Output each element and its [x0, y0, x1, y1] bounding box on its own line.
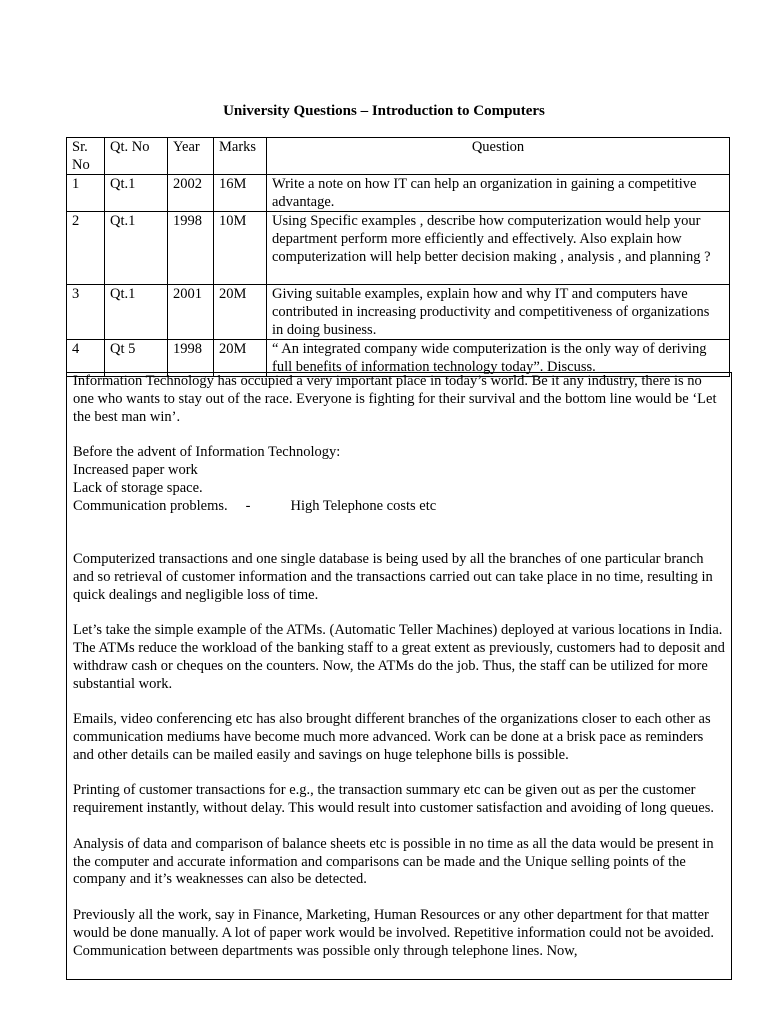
- page-title: University Questions – Introduction to Computers: [223, 103, 545, 119]
- before-item-row: [73, 498, 725, 516]
- header-marks: Marks: [214, 138, 267, 175]
- cell-qt: Qt 5: [105, 340, 168, 377]
- cell-qt: Qt.1: [105, 212, 168, 285]
- para-transactions: Computerized transactions and one single database is being used by all the branches of one particular branch and so retrieval of customer information and the transactions carried out can take place in no time, resulting in quick dealings and negligible loss of time.: [73, 550, 713, 603]
- answer-box: [66, 372, 732, 980]
- para-emails: Emails, video conferencing etc has also brought different branches of the organizations closer to each other as communication mediums have become much more advanced. Work can be done at a brisk pace as reminders and other details can be mailed easily and savings on huge telephone bills is possible.: [73, 711, 711, 763]
- list-dash: -: [245, 497, 251, 514]
- answer-intro: Information Technology has occupied a very important place in today’s world. Be it any industry, there is no one who wants to stay out of the race. Everyone is fighting for their survival and the bottom line would be ‘Let the best man win’.: [73, 373, 717, 425]
- para-previously: Previously all the work, say in Finance, Marketing, Human Resources or any other department for that matter would be done manually. A lot of paper work would be involved. Repetitive information could not be avoided. Communication between departments was possible only through telephone lines. Now,: [73, 906, 714, 959]
- cell-year: 1998: [168, 340, 214, 377]
- cell-sr: 1: [67, 175, 105, 212]
- before-item: High Telephone costs etc: [290, 497, 437, 514]
- cell-question: Using Specific examples , describe how computerization would help your department perform more efficiently and effectively. Also explain how computerization will help better decision making , analysis , and planning ?: [267, 212, 730, 285]
- table-row: [67, 212, 730, 285]
- spacer: [73, 533, 725, 551]
- header-question: Question: [267, 138, 730, 175]
- cell-question: Write a note on how IT can help an organization in gaining a competitive advantage.: [267, 175, 730, 212]
- cell-year: 2002: [168, 175, 214, 212]
- table-row: [67, 285, 730, 340]
- cell-qt: Qt.1: [105, 175, 168, 212]
- table-row: [67, 175, 730, 212]
- table-header-row: [67, 138, 730, 175]
- cell-marks: 10M: [214, 212, 267, 285]
- cell-year: 1998: [168, 212, 214, 285]
- cell-marks: 16M: [214, 175, 267, 212]
- before-heading: Before the advent of Information Technology:: [73, 444, 341, 461]
- table-row: [67, 340, 730, 377]
- header-year: Year: [168, 138, 214, 175]
- cell-year: 2001: [168, 285, 214, 340]
- before-item: Communication problems.: [73, 497, 228, 514]
- cell-question: “ An integrated company wide computerization is the only way of deriving full benefits of information technology today”. Discuss.: [267, 340, 730, 377]
- header-qt-no: Qt. No: [105, 138, 168, 175]
- para-printing: Printing of customer transactions for e.g., the transaction summary etc can be given out as per the customer requirement instantly, without delay. This would result into customer satisfaction and avoiding of long queues.: [73, 782, 714, 817]
- cell-sr: 4: [67, 340, 105, 377]
- before-item: Increased paper work: [73, 461, 198, 478]
- cell-question: Giving suitable examples, explain how and why IT and computers have contributed in increasing productivity and competitiveness of organizations in doing business.: [267, 285, 730, 340]
- cell-sr: 3: [67, 285, 105, 340]
- before-it-list: [73, 444, 725, 515]
- para-atm: Let’s take the simple example of the ATMs. (Automatic Teller Machines) deployed at various locations in India. The ATMs reduce the workload of the banking staff to a great extent as previously, customers had to deposit and withdraw cash or cheques on the counters. Now, the ATMs do the job. Thus, the staff can be utilized for more substantial work.: [73, 622, 725, 692]
- cell-marks: 20M: [214, 285, 267, 340]
- questions-table: [66, 137, 730, 377]
- header-sr-no: Sr. No: [67, 138, 105, 175]
- before-item: Lack of storage space.: [73, 479, 203, 496]
- cell-marks: 20M: [214, 340, 267, 377]
- cell-qt: Qt.1: [105, 285, 168, 340]
- para-analysis: Analysis of data and comparison of balance sheets etc is possible in no time as all the data would be present in the computer and accurate information and comparisons can be made and the Unique selling points of the company and it’s weaknesses can also be detected.: [73, 835, 714, 888]
- cell-sr: 2: [67, 212, 105, 285]
